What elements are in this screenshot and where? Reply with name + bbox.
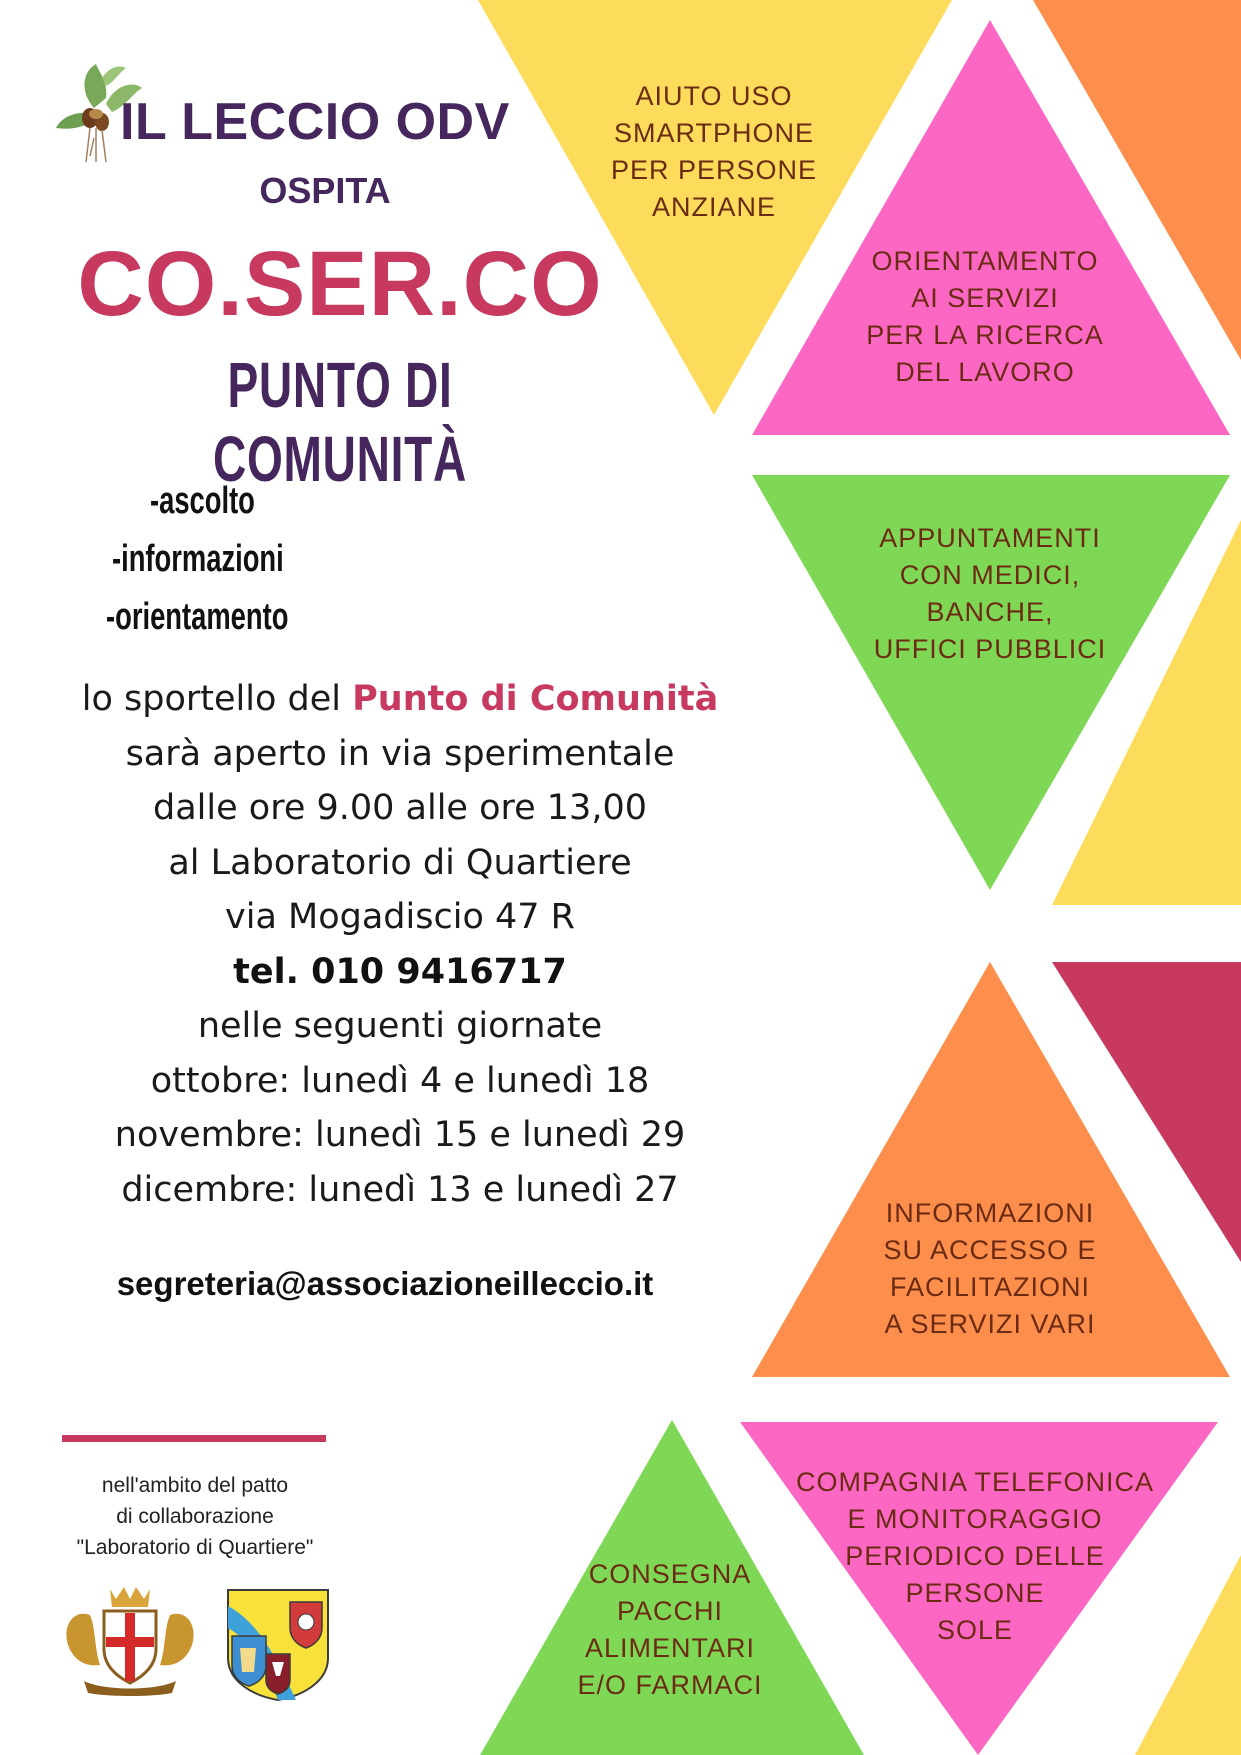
- pact-line: nell'ambito del patto: [101, 1474, 289, 1497]
- triangle-line: DEL LAVORO: [895, 357, 1075, 387]
- triangle-line: APPUNTAMENTI: [879, 523, 1101, 553]
- divider-rule: [62, 1435, 326, 1442]
- triangle-line: PACCHI: [616, 1596, 723, 1626]
- program-title: CO.SER.CO: [77, 233, 603, 335]
- date-line: ottobre: lunedì 4 e lunedì 18: [150, 1060, 650, 1101]
- hosts-label: OSPITA: [259, 170, 391, 211]
- pact-line: "Laboratorio di Quartiere": [76, 1536, 314, 1559]
- date-line: novembre: lunedì 15 e lunedì 29: [114, 1115, 686, 1155]
- triangle-line: CONSEGNA: [588, 1559, 752, 1589]
- triangle-line: CON MEDICI,: [899, 560, 1081, 590]
- triangle-line: ALIMENTARI: [584, 1633, 756, 1663]
- info-block: [40, 672, 760, 1217]
- genoa-coat-of-arms-icon: [60, 1585, 200, 1697]
- triangle-line: PERSONE: [905, 1578, 1045, 1608]
- info-line: al Laboratorio di Quartiere: [168, 842, 632, 883]
- triangle-label-consegna: [545, 1556, 795, 1704]
- triangle-line: E MONITORAGGIO: [847, 1504, 1103, 1534]
- phone-number: tel. 010 9416717: [233, 951, 567, 992]
- punto-highlight: Punto di Comunità: [352, 679, 719, 719]
- triangle-label-informazioni: [835, 1195, 1145, 1343]
- info-line-intro: [40, 672, 760, 727]
- municipio-coat-of-arms-icon: [226, 1588, 330, 1702]
- triangle-line: UFFICI PUBBLICI: [873, 634, 1107, 664]
- program-subtitle: PUNTO DI COMUNITÀ: [212, 349, 468, 495]
- triangle-line: PER PERSONE: [610, 155, 818, 185]
- triangle-line: PERIODICO DELLE: [845, 1541, 1105, 1571]
- pact-note: [50, 1470, 340, 1563]
- triangle-line: PER LA RICERCA: [866, 320, 1104, 350]
- info-line: nelle seguenti giornate: [197, 1006, 603, 1046]
- triangle-label-compagnia: [770, 1464, 1180, 1649]
- triangle-label-smartphone: [574, 78, 854, 226]
- triangle-label-appuntamenti: [835, 520, 1145, 668]
- triangle-line: INFORMAZIONI: [885, 1198, 1095, 1228]
- info-line: sarà aperto in via sperimentale: [125, 733, 675, 774]
- triangle-line: AIUTO USO: [635, 81, 793, 111]
- info-intro-text: lo sportello del: [81, 679, 353, 719]
- triangle-line: ANZIANE: [651, 192, 777, 222]
- service-item: -orientamento: [106, 596, 289, 638]
- service-item: -ascolto: [150, 480, 255, 522]
- triangle-line: E/O FARMACI: [577, 1670, 763, 1700]
- triangle-line: BANCHE,: [926, 597, 1054, 627]
- triangle-line: ORIENTAMENTO: [871, 246, 1099, 276]
- pact-line: di collaborazione: [116, 1505, 274, 1528]
- triangle-line: A SERVIZI VARI: [884, 1309, 1096, 1339]
- date-line: dicembre: lunedì 13 e lunedì 27: [121, 1169, 679, 1210]
- triangle-line: SMARTPHONE: [613, 118, 815, 148]
- triangle-line: FACILITAZIONI: [889, 1272, 1091, 1302]
- service-item: -informazioni: [112, 538, 284, 580]
- info-line: dalle ore 9.00 alle ore 13,00: [153, 788, 647, 828]
- triangle-label-lavoro: [830, 243, 1140, 391]
- triangle-line: SU ACCESSO E: [883, 1235, 1097, 1265]
- triangle-line: COMPAGNIA TELEFONICA: [795, 1467, 1155, 1497]
- org-name: IL LECCIO ODV: [120, 93, 510, 151]
- info-line: via Mogadiscio 47 R: [225, 897, 575, 937]
- triangle-line: SOLE: [936, 1615, 1014, 1645]
- triangle-line: AI SERVIZI: [911, 283, 1059, 313]
- email-address[interactable]: segreteria@associazioneilleccio.it: [116, 1265, 654, 1302]
